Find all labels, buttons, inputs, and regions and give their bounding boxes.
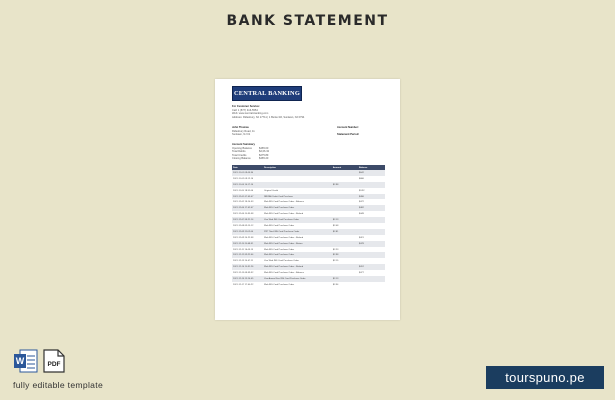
client-line: Sunlawn, NJ 01 bbox=[232, 133, 251, 137]
cell-date: 2021-12-04 17:02:47 bbox=[232, 205, 263, 211]
cell-date: 2021-12-01 07:05:07 bbox=[232, 194, 263, 200]
cell-description: Web INS Card Purchase Order - Balance bbox=[263, 272, 304, 275]
statement-document bbox=[215, 79, 400, 320]
cell-date: 2021-12-10 10:08:51 bbox=[232, 241, 263, 247]
cell-date: 2021-12-14 10:31:26 bbox=[232, 264, 263, 270]
cell-description: Web INS Card Purchase Order - Refund bbox=[263, 213, 304, 216]
client-block bbox=[232, 126, 255, 137]
pdf-label: PDF bbox=[47, 361, 61, 368]
cell-amount: $2.23 bbox=[332, 248, 339, 251]
summary-value: $465.20 bbox=[259, 157, 269, 161]
client-line: Ridesbury Road, 11 bbox=[232, 129, 255, 133]
cell-balance bbox=[358, 282, 385, 288]
cell-balance: $449 bbox=[358, 213, 364, 216]
account-line: Statement Period: bbox=[337, 133, 360, 137]
cell-date: 2021-12-06 10:35:58 bbox=[233, 213, 254, 216]
word-letter: W bbox=[15, 356, 25, 366]
cell-date: 2021-12-15 08:59:32 bbox=[233, 272, 254, 275]
account-line: Account Number: bbox=[337, 126, 359, 129]
word-doc-icon bbox=[14, 349, 38, 373]
column-header-description: Description bbox=[263, 165, 332, 170]
summary-value: $2,06.32 bbox=[259, 150, 270, 154]
cell-balance: $412 bbox=[358, 264, 385, 270]
cell-date: 2021-12-17 17:40:22 bbox=[233, 283, 254, 286]
cell-amount: $2.13 bbox=[332, 276, 358, 282]
cell-description: Visa Web INS Card Purchase Order bbox=[263, 260, 299, 263]
client-line: John Thomas bbox=[232, 126, 249, 129]
cell-description: Web INS Card Purchase Order - Refund bbox=[263, 236, 304, 239]
cell-balance: $421 bbox=[358, 236, 364, 239]
account-summary-values bbox=[259, 147, 269, 161]
cell-date: 2021-12-02 18:14:53 bbox=[233, 201, 254, 204]
cell-amount: $2.08 bbox=[332, 224, 339, 227]
summary-label: Total Credits bbox=[232, 153, 247, 157]
summary-label: Total Debits bbox=[232, 150, 246, 154]
cell-amount: $2.81 bbox=[332, 229, 358, 235]
cell-date: 2021-11-01 09:45:30 bbox=[232, 170, 263, 176]
summary-value: $465.00 bbox=[259, 146, 269, 150]
cell-amount: $2.15 bbox=[332, 260, 339, 263]
cell-balance: $478 bbox=[358, 241, 385, 247]
cell-date: 2021-12-09 11:02:04 bbox=[232, 229, 263, 235]
cell-description: Web INS Card Purchase Order bbox=[263, 283, 295, 286]
cell-date: 2021-12-16 13:14:05 bbox=[232, 276, 263, 282]
cell-description: P2P Third INS Card Purchase Order bbox=[263, 229, 332, 235]
summary-label: Opening Balance bbox=[232, 146, 252, 150]
customer-service-block bbox=[232, 105, 304, 119]
cell-balance: $482 bbox=[358, 205, 385, 211]
summary-label: Closing Balance bbox=[232, 157, 251, 161]
cell-description: Web INS Card Purchase Order - Balance bbox=[263, 201, 304, 204]
cell-description: Web INS Card Purchase Order - Refund bbox=[263, 264, 332, 270]
cell-balance: $472 bbox=[358, 201, 364, 204]
cell-description: Visa Annual Fee INS Card Purchase Order bbox=[263, 276, 332, 282]
account-summary-labels bbox=[232, 143, 255, 161]
transactions-table bbox=[232, 165, 385, 288]
cell-description: Web INS Card Purchase Order bbox=[263, 252, 332, 258]
cell-description: Original Credit bbox=[263, 189, 278, 192]
cell-amount: $2.98 bbox=[332, 182, 358, 188]
cell-description: Web INS Card Purchase Order bbox=[263, 205, 332, 211]
account-block bbox=[337, 126, 359, 137]
column-header-date: Date bbox=[232, 165, 263, 170]
column-header-balance: Balance bbox=[358, 165, 385, 170]
cell-description: Visa Web INS Card Purchase Order bbox=[263, 217, 332, 223]
cell-description: Web INS Card Purchase Order bbox=[263, 224, 295, 227]
cell-balance: $3.92 bbox=[358, 189, 365, 192]
summary-value: $275.89 bbox=[259, 153, 269, 157]
table-row bbox=[232, 282, 385, 288]
pdf-doc-icon bbox=[43, 349, 65, 373]
cell-date: 2021-12-12 09:22:44 bbox=[232, 252, 263, 258]
cell-date: 2021-12-08 09:15:12 bbox=[233, 224, 254, 227]
header-line: Call: 1 (877) 416-5554 bbox=[232, 108, 258, 112]
cell-date: 2021-11-02 09:12:16 bbox=[233, 177, 254, 180]
cell-description: Web INS Card Purchase Order bbox=[263, 248, 295, 251]
header-line: Web: www.central-banking.com bbox=[232, 112, 269, 116]
page-title: BANK STATEMENT bbox=[226, 13, 389, 29]
editable-template-caption: fully editable template bbox=[13, 380, 104, 390]
cell-balance: $642 bbox=[358, 170, 385, 176]
header-line: For Customer Service: bbox=[232, 105, 260, 108]
bank-logo: CENTRAL BANKING bbox=[232, 86, 302, 101]
header-line: Address: Ridesbury, NJ 17711 | 1 Burke Rd, Sunlawn, NJ 0794 bbox=[232, 115, 305, 119]
cell-description: Web INS Card Purchase Order - Return bbox=[263, 241, 332, 247]
cell-description: PAYPAL Debit Card Purchase bbox=[263, 194, 332, 200]
transactions-body bbox=[232, 170, 385, 288]
cell-balance: $686 bbox=[358, 177, 364, 180]
column-header-amount: Amount bbox=[332, 165, 358, 170]
cell-amount: $2.34 bbox=[332, 283, 339, 286]
cell-date: 2021-12-11 16:45:15 bbox=[233, 248, 254, 251]
cell-date: 2021-12-09 14:22:58 bbox=[233, 236, 254, 239]
cell-amount: $2.13 bbox=[332, 217, 358, 223]
brand-badge[interactable]: tourspuno.pe bbox=[486, 366, 604, 389]
cell-date: 2021-12-13 14:07:11 bbox=[233, 260, 254, 263]
cell-date: 2021-12-07 08:21:14 bbox=[232, 217, 263, 223]
summary-heading: Account Summary bbox=[232, 143, 255, 146]
cell-date: 2021-11-05 18:31:06 bbox=[233, 189, 254, 192]
cell-balance: $496 bbox=[358, 194, 385, 200]
cell-date: 2021-11-04 10:17:14 bbox=[232, 182, 263, 188]
cell-balance: $477 bbox=[358, 272, 364, 275]
cell-amount: $2.98 bbox=[332, 252, 358, 258]
